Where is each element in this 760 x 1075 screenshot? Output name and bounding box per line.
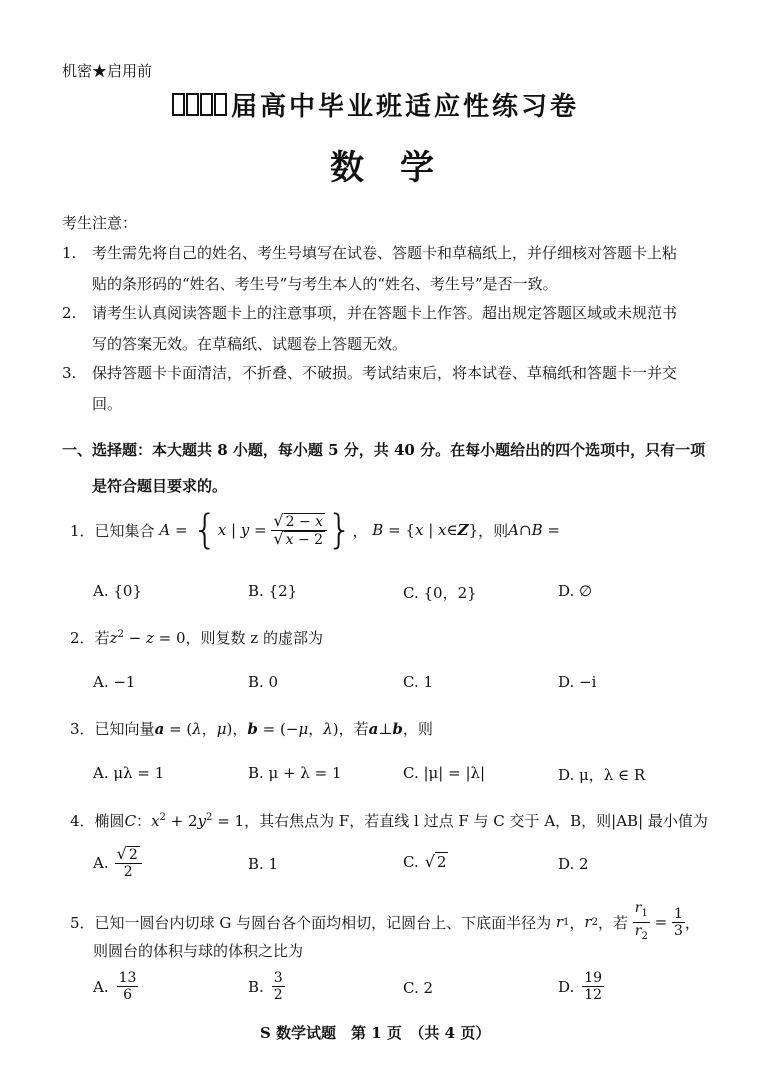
q1-option-b[interactable]: B. {2} — [248, 582, 298, 600]
notice-item-1: 1. 考生需先将自己的姓名、考生号填写在试卷、答题卡和草稿纸上，并仔细核对答题卡上粘 贴的条形码的“姓名、考生号”与考生本人的“姓名、考生号”是否一致。 — [62, 244, 678, 293]
q3-option-b[interactable]: B. μ + λ = 1 — [248, 764, 342, 782]
confidential-label: 机密★启用前 — [62, 62, 153, 80]
q1-option-d[interactable]: D. ∅ — [558, 582, 593, 600]
q1-option-a[interactable]: A. {0} — [93, 582, 142, 600]
q5-option-a[interactable]: A. $\frac{13}{6}$ — [93, 970, 137, 1003]
q4-option-b[interactable]: B. 1 — [248, 855, 279, 873]
question-3: 3．已知向量a = (λ，μ)，b = (−μ，λ)，若a⊥b，则 — [70, 720, 433, 738]
year-placeholder-boxes — [172, 93, 227, 116]
exam-title-text: 届高中毕业班适应性练习卷 — [231, 92, 580, 122]
q2-option-c[interactable]: C. 1 — [403, 673, 434, 691]
question-2: 2．若$z^2 - z = 0$，则复数 z 的虚部为 — [70, 629, 323, 647]
section-heading: 一、选择题：本大题共 8 小题，每小题 5 分，共 40 分。在每小题给出的四个选项中，只有一项 是符合题目要求的。 — [62, 441, 706, 495]
q5-option-c[interactable]: C. 2 — [403, 979, 434, 997]
q4-option-c[interactable]: C. √ 2 — [403, 852, 447, 871]
q4-option-d[interactable]: D. 2 — [558, 855, 589, 873]
notice-item-3: 3. 保持答题卡卡面清洁，不折叠、不破损。考试结束后，将本试卷、草稿纸和答题卡一并交 回。 — [62, 364, 678, 413]
q2-option-d[interactable]: D. −i — [558, 673, 597, 691]
question-5: 5． 已知一圆台内切球 G 与圆台各个面均相切，记圆台上、下底面半径为 r 1 ， r 2 ，若 $\frac{r_1}{r_2}$ = $\frac{1}{3}$ ， — [70, 900, 700, 942]
page-footer: S 数学试题 第 1 页 （共 4 页） — [260, 1024, 491, 1042]
q1-option-c[interactable]: C. {0，2} — [403, 584, 477, 602]
q3-option-c[interactable]: C. |μ| = |λ| — [403, 764, 486, 782]
q2-option-a[interactable]: A. −1 — [93, 673, 136, 691]
q3-option-d[interactable]: D. μ，λ ∈ R — [558, 766, 646, 784]
question-4: 4．椭圆C：$x^2 + 2y^2 = 1$，其右焦点为 F，若直线 l 过点 F 与 C 交于 A，B，则|AB| 最小值为 — [70, 812, 708, 830]
notice-item-2: 2. 请考生认真阅读答题卡上的注意事项，并在答题卡上作答。超出规定答题区域或未规范书 写的答案无效。在草稿纸、试题卷上答题无效。 — [62, 304, 678, 353]
q5-option-b[interactable]: B. $\frac{3}{2}$ — [248, 970, 283, 1003]
question-1: 1． 已知集合 A = { x | y = √ 2 − x √ x − 2 } ， B = { x | x ∈ Z } ，则 A ∩ B = — [70, 507, 560, 553]
q5-option-d[interactable]: D. $\frac{19}{12}$ — [558, 970, 603, 1003]
subject-title: 数学 — [330, 148, 470, 188]
exam-title — [172, 86, 579, 123]
question-5-line2: 则圆台的体积与球的体积之比为 — [93, 942, 304, 960]
q3-option-a[interactable]: A. μλ = 1 — [93, 764, 165, 782]
notice-heading: 考生注意： — [62, 214, 138, 232]
q1-set-fraction: √ 2 − x √ x − 2 — [271, 513, 327, 548]
q2-option-b[interactable]: B. 0 — [248, 673, 279, 691]
q4-option-a[interactable]: A. √ 2 2 — [93, 846, 142, 880]
